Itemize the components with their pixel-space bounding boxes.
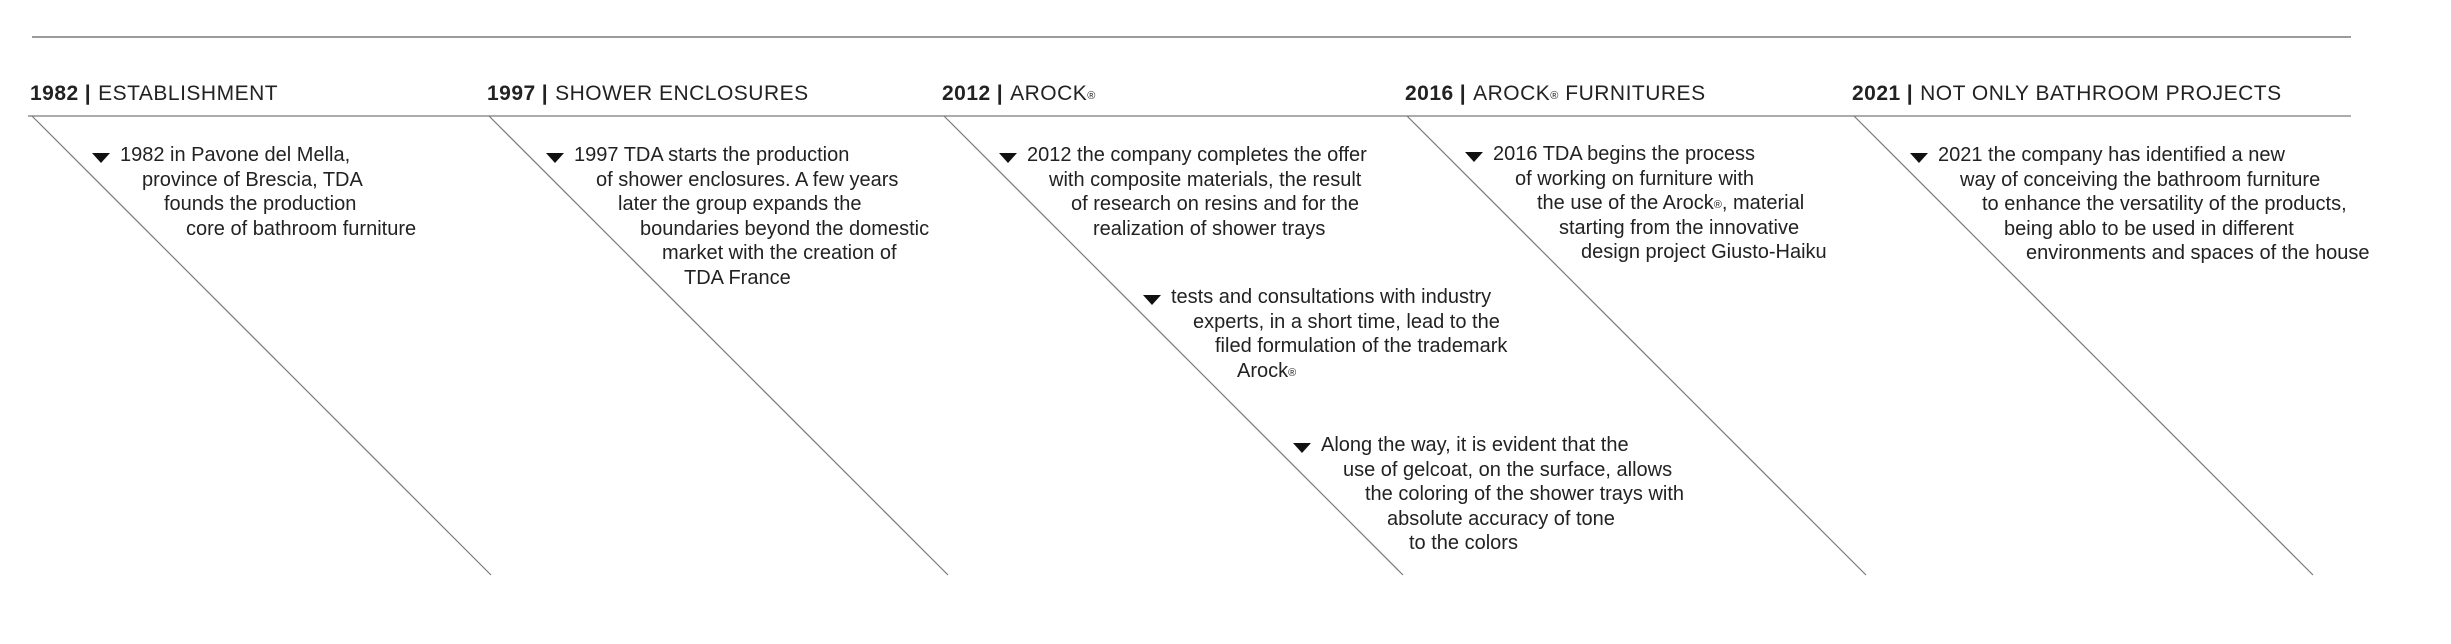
bullet-text-line: realization of shower trays — [1093, 217, 1326, 240]
bullet-text-line: the use of the Arock®, material — [1537, 192, 1805, 214]
bullet-text-line: province of Brescia, TDA — [142, 168, 363, 191]
separator: | — [1906, 82, 1914, 105]
bullet-triangle-icon — [999, 153, 1017, 163]
milestone-year: 1982 — [30, 82, 79, 105]
milestone-title: ESTABLISHMENT — [98, 82, 279, 105]
bullet-text-line: boundaries beyond the domestic — [640, 217, 930, 240]
separator: | — [84, 82, 92, 105]
bullet-text-line: TDA France — [684, 266, 791, 289]
milestone-year: 2012 — [942, 82, 991, 105]
bullet-text-line: core of bathroom furniture — [186, 217, 417, 240]
bullet-text-line: experts, in a short time, lead to the — [1193, 310, 1500, 333]
bullet-text-line: being ablo to be used in different — [2004, 217, 2294, 240]
milestone-header-1982 — [30, 82, 278, 106]
bullet-text-line: the coloring of the shower trays with — [1365, 483, 1685, 505]
bullet-triangle-icon — [92, 153, 110, 163]
separator: | — [1459, 82, 1467, 105]
bullet-text-line: design project Giusto-Haiku — [1581, 241, 1827, 263]
bullet-triangle-icon — [1910, 153, 1928, 163]
milestone-title: SHOWER ENCLOSURES — [555, 82, 809, 105]
bullet-text-line: filed formulation of the trademark — [1215, 335, 1508, 357]
bullet-text-line: 2021 the company has identified a new — [1938, 144, 2285, 166]
milestone-year: 1997 — [487, 82, 536, 105]
bullet-text-line: founds the production — [164, 193, 357, 215]
milestone-title: AROCK® FURNITURES — [1473, 82, 1706, 105]
bullet-text-line: 2016 TDA begins the process — [1493, 143, 1756, 165]
bullet-text-line: Arock® — [1237, 359, 1297, 382]
bullet-text-line: to the colors — [1409, 532, 1518, 554]
bullet-text-line: 1997 TDA starts the production — [574, 144, 850, 166]
bullet-text-line: of shower enclosures. A few years — [596, 168, 899, 191]
milestone-header-2021 — [1852, 82, 2282, 106]
bullet-triangle-icon — [546, 153, 564, 163]
bullet-text-line: with composite materials, the result — [1049, 168, 1362, 191]
bullet-text-line: of research on resins and for the — [1071, 193, 1359, 215]
milestone-header-2012 — [942, 82, 1096, 106]
bullet-text-line: tests and consultations with industry — [1171, 286, 1492, 308]
bullet-text-line: 1982 in Pavone del Mella, — [120, 144, 351, 166]
separator: | — [541, 82, 549, 105]
bullet-text-line: 2012 the company completes the offer — [1027, 144, 1367, 166]
bullet-triangle-icon — [1293, 443, 1311, 453]
bullet-text-line: starting from the innovative — [1559, 216, 1800, 239]
bullet-triangle-icon — [1465, 152, 1483, 162]
bullet-text-line: later the group expands the — [618, 193, 862, 215]
milestone-year: 2016 — [1405, 82, 1454, 105]
milestone-header-1997 — [487, 82, 809, 106]
milestone-year: 2021 — [1852, 82, 1901, 105]
bullet-text-line: absolute accuracy of tone — [1387, 507, 1615, 530]
milestone-title: NOT ONLY BATHROOM PROJECTS — [1920, 82, 2282, 105]
milestone-title: AROCK® — [1010, 82, 1096, 105]
bullet-text-line: of working on furniture with — [1515, 167, 1755, 190]
separator: | — [996, 82, 1004, 105]
bullet-text-line: to enhance the versatility of the products, — [1982, 193, 2347, 215]
milestone-header-2016 — [1405, 82, 1706, 106]
bullet-triangle-icon — [1143, 295, 1161, 305]
bullet-text-line: market with the creation of — [662, 242, 897, 264]
bullet-text-line: Along the way, it is evident that the — [1321, 434, 1629, 456]
bullet-text-line: use of gelcoat, on the surface, allows — [1343, 458, 1673, 481]
bullet-text-line: environments and spaces of the house — [2026, 242, 2370, 264]
bullet-text-line: way of conceiving the bathroom furniture — [1960, 168, 2321, 191]
